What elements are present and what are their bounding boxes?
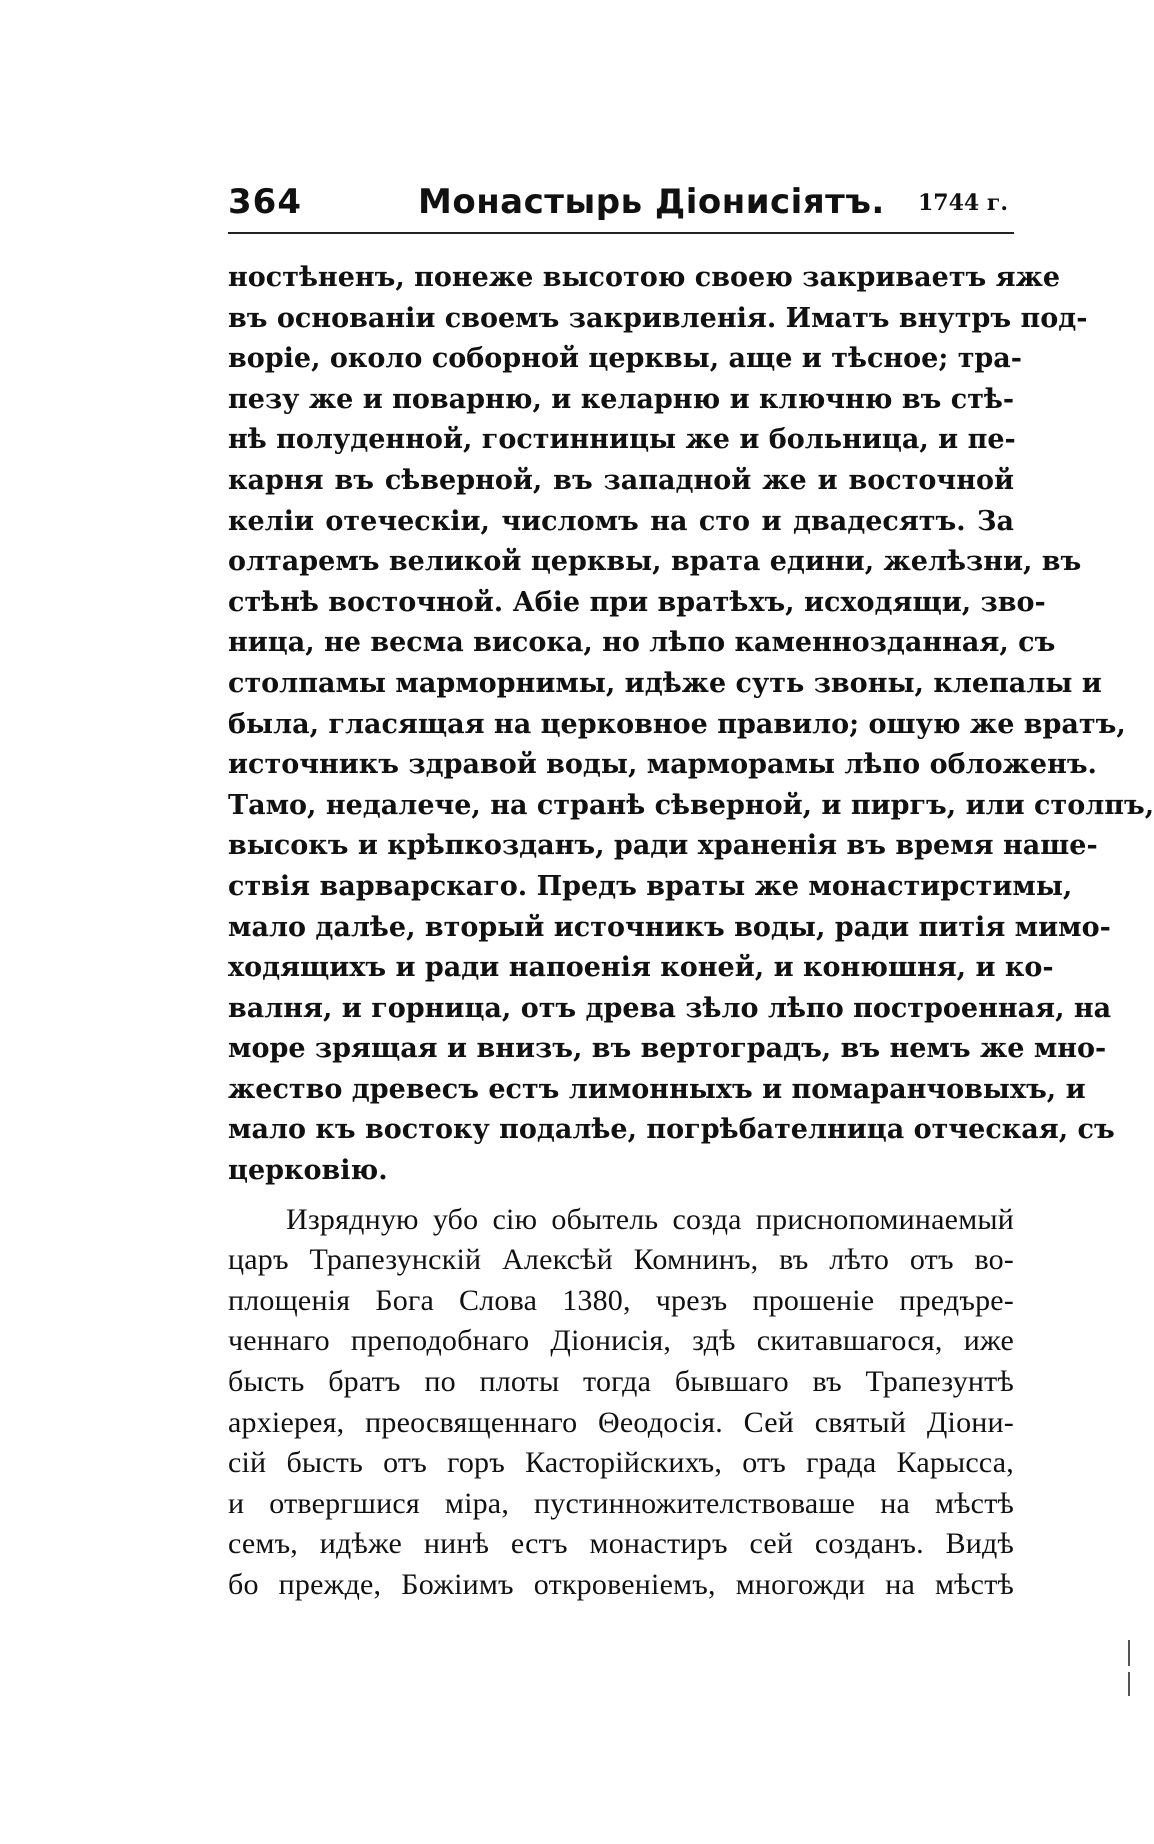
text-line: карня въ сѣверной, въ западной же и восточной xyxy=(228,464,1014,496)
text-line: царъ Трапезунскій Алексѣй Комнинъ, въ лѣто отъ во- xyxy=(228,1243,1014,1277)
text-line: море зрящая и внизъ, въ вертоградъ, въ немъ же мно- xyxy=(228,1033,1107,1065)
text-line: ченнаго преподобнаго Діонисія, здѣ скитавшагося, иже xyxy=(228,1324,1014,1358)
scan-edge-mark xyxy=(1128,1640,1130,1666)
text-line: стѣнѣ восточной. Абіе при вратѣхъ, исходящи, зво- xyxy=(228,586,1046,618)
scan-edge-mark xyxy=(1128,1672,1130,1696)
text-line: нѣ полуденной, гостинницы же и больница, и пе- xyxy=(228,424,1016,456)
text-line: и отвергшися міра, пустинножителствоваше на мѣстѣ xyxy=(228,1486,1014,1520)
paragraph-1 xyxy=(228,258,1154,1192)
text-line: пезу же и поварню, и келарню и ключню въ стѣ- xyxy=(228,383,1015,415)
text-line: ница, не весма висока, но лѣпо каменнозданная, съ xyxy=(228,627,1056,659)
text-line: Изрядную убо сію обытель созда приснопоминаемый xyxy=(286,1202,1014,1236)
text-line: ходящихъ и ради напоенія коней, и конюшня, и ко- xyxy=(228,952,1054,984)
text-line: мало далѣе, вторый источникъ воды, ради питія мимо- xyxy=(228,911,1111,943)
text-line: сій бысть отъ горъ Касторійскихъ, отъ града Карысса, xyxy=(228,1446,1014,1480)
text-line: келіи отеческіи, числомъ на сто и двадесятъ. За xyxy=(228,505,1014,537)
page-number: 364 xyxy=(228,182,302,222)
text-line: жество древесъ естъ лимонныхъ и помаранчовыхъ, и xyxy=(228,1073,1086,1105)
text-line: высокъ и крѣпкозданъ, ради храненія въ время нашe- xyxy=(228,830,1098,862)
text-line: воріе, около соборной церквы, аще и тѣсное; тра- xyxy=(228,343,1023,375)
text-line: столпамы марморнимы, идѣже суть звоны, клепалы и xyxy=(228,667,1102,699)
text-line: площенія Бога Слова 1380, чрезъ прошеніе предъре- xyxy=(228,1283,1014,1317)
running-title: Монастырь Діонисіятъ. xyxy=(418,182,885,222)
text-line: ностѣненъ, понеже высотою своею закриваетъ яже xyxy=(228,262,1061,293)
body-text xyxy=(228,258,1154,1606)
text-line: валня, и горница, отъ древа зѣло лѣпо построенная, на xyxy=(228,992,1112,1024)
text-line: мало къ востоку подалѣе, погрѣбателница отческая, съ xyxy=(228,1114,1115,1146)
running-header xyxy=(228,178,1014,234)
text-line: бысть братъ по плоты тогда бывшаго въ Трапезунтѣ xyxy=(228,1365,1014,1399)
text-line: Тамо, недалече, на странѣ сѣверной, и пиргъ, или столпъ, xyxy=(228,789,1154,821)
text-line: источникъ здравой воды, марморамы лѣпо обложенъ. xyxy=(228,749,1097,781)
text-line: церковію. xyxy=(228,1155,388,1187)
header-year: 1744 г. xyxy=(917,190,1008,216)
text-line: ствія варварскаго. Предъ враты же монастирстимы, xyxy=(228,870,1073,902)
text-line: архіерея, преосвященнаго Θеодосія. Сей святый Діони- xyxy=(228,1405,1014,1439)
text-line: семъ, идѣже нинѣ естъ монастиръ сей созданъ. Видѣ xyxy=(228,1527,1014,1561)
text-line: олтаремъ великой церквы, врата едини, желѣзни, въ xyxy=(228,546,1082,578)
paragraph-2 xyxy=(228,1200,1014,1606)
text-line: въ основаніи своемъ закривленія. Иматъ внутръ под- xyxy=(228,302,1088,334)
text-line: бо прежде, Божіимъ откровеніемъ, многожди на мѣстѣ xyxy=(228,1568,1014,1601)
text-line: была, гласящая на церковное правило; ошую же вратъ, xyxy=(228,708,1126,740)
